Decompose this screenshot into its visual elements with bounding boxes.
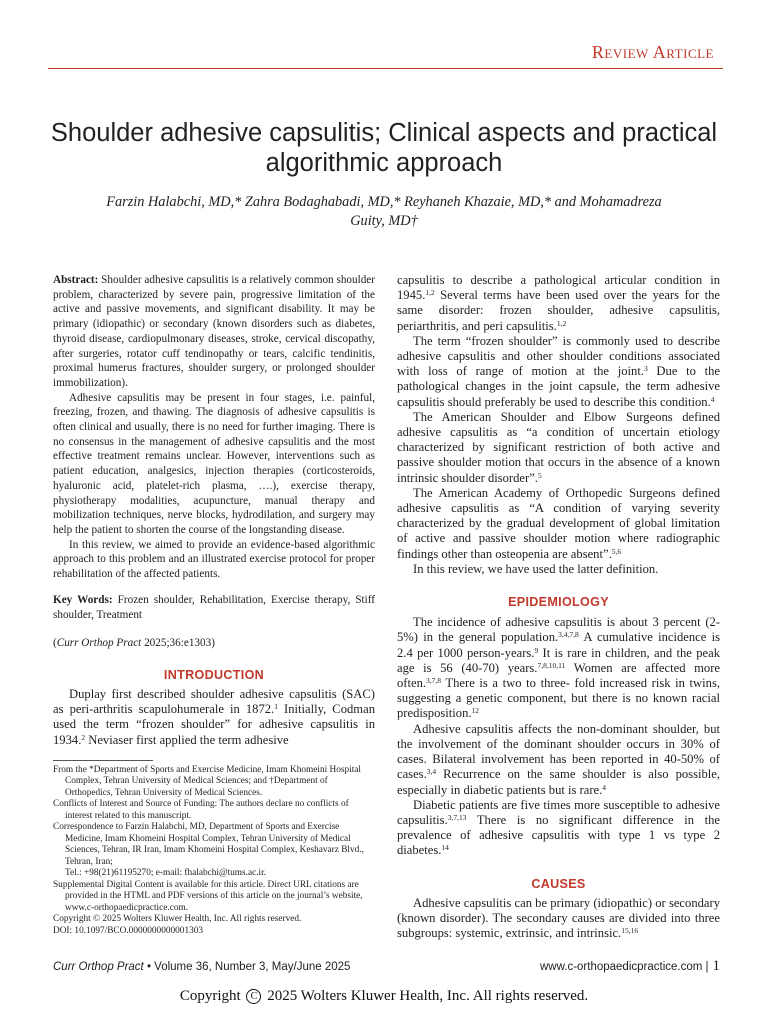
text: The incidence of adhesive capsulitis is about 3 percent (2-5%) in the general population.: [397, 615, 720, 645]
text: A cumulative incidence is 2.4 per 1000 person-years.: [397, 630, 720, 660]
text: Women are affected more often.: [397, 660, 720, 691]
reference-sup: 15,16: [621, 926, 639, 936]
citation-journal: Curr Orthop Pract: [56, 636, 142, 649]
epidemiology-paragraph-1: [397, 615, 720, 721]
text: The American Shoulder and Elbow Surgeons defined adhesive capsulitis as “a condition of uncertain etiology characterized by significant restriction of both active and passive shoulder motion that occurs in the absence of a known intrinsic shoulder disorder”.: [397, 409, 720, 485]
reference-sup: 3,7,13: [447, 812, 467, 822]
citation: (Curr Orthop Pract 2025;36:e1303): [53, 636, 215, 649]
reference-sup: 1: [274, 702, 278, 712]
footer-journal-title: Curr Orthop Pract: [53, 961, 144, 973]
reference-sup: 1,2: [556, 318, 567, 328]
text: There is a two to three- fold increased risk in twins, suggesting a genetic component, but there is no known racial predisposition.: [397, 676, 720, 721]
keywords-text: Frozen shoulder, Rehabilitation, Exercise therapy, Stiff shoulder, Treatment: [53, 593, 376, 621]
footnote-doi: DOI: 10.1097/BCO.0000000000001303: [53, 925, 204, 936]
reference-sup: 4: [710, 394, 715, 404]
citation-details: 2025;36:e1303): [144, 636, 215, 649]
text: The term “frozen shoulder” is commonly used to describe adhesive capsulitis and other shoulder conditions associated with loss of range of motion at the joint.: [397, 333, 720, 379]
keywords-label: Key Words:: [53, 593, 113, 606]
reference-sup: 1,2: [425, 288, 435, 298]
footnote-copyright: Copyright © 2025 Wolters Kluwer Health, Inc. All rights reserved.: [53, 914, 302, 925]
text: Several terms have been used over the years for the same disorder: frozen shoulder, adhesive capsulitis, periarthritis, and peri capsulitis.: [397, 288, 720, 333]
footnote-affiliations: From the *Department of Sports and Exercise Medicine, Imam Khomeini Hospital Complex, Tehran University of Medical Sciences; and †Department of Orthopedics, Tehran University of Medical Sciences.: [53, 764, 362, 798]
abstract-text-1: Shoulder adhesive capsulitis is a relatively common shoulder problem, characterized by severe pain, progressive limitation of the active and passive movements, and significant disability. It may be primary (idiopathic) or secondary (known disorders such as diabetes, thyroid disease, cardiopulmonary diseases, stroke, cervical discopathy, after surgeries, rotator cuff tendinopathy or tears, calcific tendinitis, proximal humerus fractures, shoulder surgery, or prolonged shoulder immobilization).: [53, 274, 375, 389]
body-paragraph-1: [397, 273, 720, 334]
reference-sup: 3: [643, 364, 648, 374]
right-column: [397, 273, 720, 941]
footnote-correspondence: Correspondence to Farzin Halabchi, MD, Department of Sports and Exercise Medicine, Imam Khomeini Hospital Complex, Tehran University of Medical Sciences, Tehran, IR Iran, Imam Khomeini Hospital Complex, Keshavarz Blvd., Tehran, Iran;: [53, 822, 364, 867]
article-title: Shoulder adhesive capsulitis; Clinical aspects and practical algorithmic approach: [50, 119, 718, 177]
reference-sup: 2: [81, 732, 86, 742]
introduction-paragraph: [53, 687, 375, 748]
intro-text-c: Neviaser first applied the term adhesive: [85, 732, 289, 747]
footer-website-link[interactable]: www.c-orthopaedicpractice.com |: [539, 961, 709, 973]
footer-journal-info: [53, 961, 350, 973]
text: Adhesive capsulitis can be primary (idiopathic) or secondary (known disorder). The secondary causes are divided into three subgroups: systemic, extrinsic, and intrinsic.: [397, 895, 720, 941]
epidemiology-paragraph-2: [397, 722, 720, 798]
body-paragraph-3: [397, 410, 720, 486]
body-paragraph-5: In this review, we have used the latter definition.: [413, 561, 659, 576]
abstract-paragraph-3: In this review, we aimed to provide an evidence-based algorithmic approach to this problem and an illustrated exercise protocol for proper rehabilitation of the affected patients.: [53, 538, 375, 581]
text: Diabetic patients are five times more susceptible to adhesive capsulitis.: [397, 797, 720, 827]
section-label: Review Article: [591, 42, 714, 62]
reference-sup: 9: [534, 645, 539, 655]
body-paragraph-4: [397, 486, 720, 562]
text: It is rare in children, and the peak age is 56 (40-70) years.: [397, 645, 720, 675]
epidemiology-paragraph-3: [397, 798, 720, 859]
abstract-label: Abstract:: [53, 274, 99, 286]
text: The American Academy of Orthopedic Surgeons defined adhesive capsulitis as “A condition of varying severity characterized by the gradual development of global limitation of active and passive shoulder motion where radiographic findings other than osteopenia are absent”.: [397, 485, 720, 561]
copyright-bar: [0, 988, 768, 1005]
intro-text-b: Initially, Codman used the term “frozen shoulder” for adhesive capsulitis in 1934.: [53, 702, 375, 747]
abstract-paragraph-2: Adhesive capsulitis may be present in four stages, i.e. painful, freezing, frozen, and thawing. The diagnosis of adhesive capsulitis is often clinical and usually, there is no need for further imaging. There is no consensus in the management of adhesive capsulitis and the most effective treatment remains unclear. However, interventions such as patient education, analgesics, injection therapies (corticosteroids, hyaluronic acid, platelet-rich plasma, ….), exercise therapy, physiotherapy modalities, acupuncture, manual therapy and mobilization techniques, nerve blocks, hydrodilation, and surgery may help the patient to shorten the course of the longstanding disease.: [53, 391, 375, 536]
keywords: [53, 593, 375, 623]
causes-heading: CAUSES: [531, 876, 586, 891]
reference-sup: 12: [471, 706, 480, 716]
author-list: Farzin Halabchi, MD,* Zahra Bodaghabadi, MD,* Reyhaneh Khazaie, MD,* and Mohamadreza Guity, MD†: [106, 194, 662, 229]
reference-sup: 14: [441, 843, 449, 853]
reference-sup: 3,4,7,8: [558, 630, 579, 640]
copyright-text: 2025 Wolters Kluwer Health, Inc. All rights reserved.: [267, 988, 589, 1004]
reference-sup: 5: [537, 470, 542, 480]
abstract-paragraph-1: [53, 273, 375, 391]
footnote-divider: [53, 760, 153, 761]
footnote-contact: Tel.: +98(21)61195270; e-mail: fhalabchi@tums.ac.ir.: [65, 868, 267, 879]
text: capsulitis to describe a pathological articular condition in 1945.: [397, 273, 720, 303]
text: Recurrence on the same shoulder is also possible, especially in diabetic patients but is rare.: [397, 767, 720, 797]
body-paragraph-2: [397, 334, 720, 410]
copyright-prefix: Copyright: [179, 988, 241, 1004]
epidemiology-heading: EPIDEMIOLOGY: [508, 595, 609, 610]
abstract: [53, 273, 375, 582]
section-divider: [48, 68, 723, 69]
causes-paragraph: [397, 896, 720, 942]
footer-issue: • Volume 36, Number 3, May/June 2025: [143, 961, 351, 973]
left-column: [53, 273, 375, 937]
reference-sup: 4: [602, 782, 607, 792]
introduction-heading: INTRODUCTION: [163, 667, 265, 682]
footnotes: [53, 765, 375, 938]
text: Adhesive capsulitis affects the non-dominant shoulder, but the involvement of the dominant shoulder occurs in 30% of cases. Bilateral involvement has been reported in 40-50% of cases.: [397, 721, 720, 782]
reference-sup: 3,7,8: [426, 676, 442, 686]
intro-text-a: Duplay first described shoulder adhesive capsulitis (SAC) as peri-arthritis scapulohumerale in 1872.: [53, 686, 375, 717]
text: There is no significant difference in the prevalence of adhesive capsulitis with type 1 vs type 2 diabetes.: [397, 812, 720, 858]
reference-sup: 3,4: [426, 767, 437, 777]
footnote-conflicts: Conflicts of Interest and Source of Funding: The authors declare no conflicts of interest related to this manuscript.: [53, 799, 349, 821]
text: Due to the pathological changes in the joint capsule, the term adhesive capsulitis should preferably be used to describe this condition.: [397, 364, 720, 409]
copyright-symbol-icon: C: [246, 989, 261, 1004]
reference-sup: 7,8,10,11: [537, 660, 566, 670]
footnote-supplemental: Supplemental Digital Content is available for this article. Direct URL citations are provided in the HTML and PDF versions of this article on the journal’s website, www.c-orthopaedicpractice.com.: [53, 879, 363, 913]
reference-sup: 5,6: [611, 546, 622, 556]
page-number: 1: [712, 958, 720, 974]
footer-website-page: [540, 958, 720, 975]
